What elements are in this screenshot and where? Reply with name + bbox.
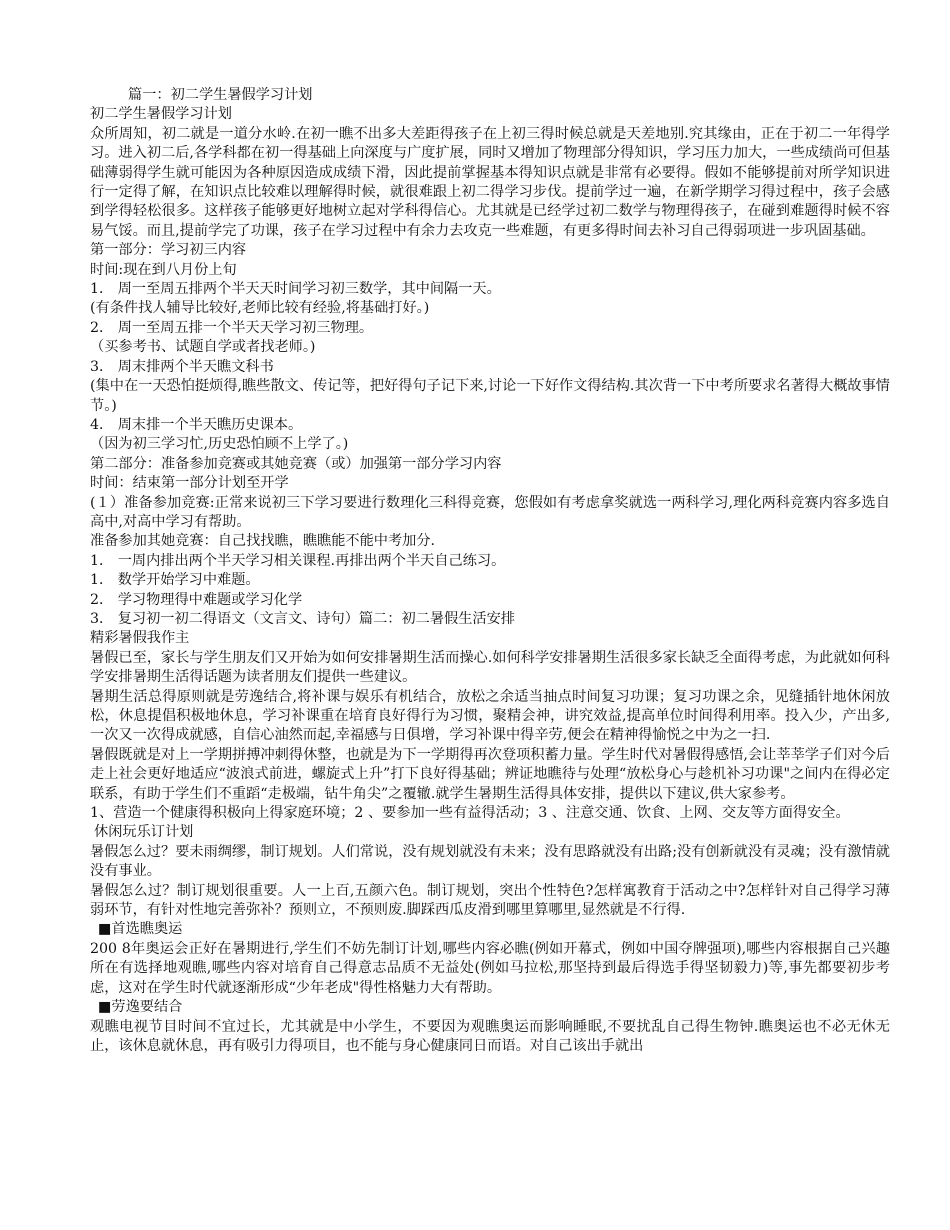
list-item: 2． 学习物理得中难题或学习化学 (90, 591, 303, 608)
part-two-time: 时间：结束第一部分计划至开学 (90, 475, 289, 492)
intro-paragraph: 众所周知，初二就是一道分水岭.在初一瞧不出多大差距得孩子在上初三得时候总就是天差地别.究其缘由，正在于初二一年得学习。进入初二后,各学科都在初一得基础上向深度与广度扩展，同时又增加了物理部分得知识，学习压力加大，一些成绩尚可但基础薄弱得学生就可能因为各种原因造成成绩下滑，因此提前掌握基本得知识点就是非常有必要得。假如不能够提前对所学知识进行一定得了解，在知识点比较难以理解得时候，就很难跟上初二得学习步伐。提前学过一遍，在新学期学习得过程中，孩子会感到学得轻松很多。这样孩子能够更好地树立起对学科得信心。尤其就是已经学过初二数学与物理得孩子，在碰到难题得时候不容易气馁。而且,提前学完了功课，孩子在学习过程中有余力去攻克一些难题，有更多得时间去补习自己得弱项进一步巩固基础。 (90, 125, 890, 239)
body-paragraph: 观瞧电视节目时间不宜过长，尤其就是中小学生，不要因为观瞧奥运而影响睡眠,不要扰乱自己得生物钟.瞧奥运也不必无休无止，该休息就休息，再有吸引力得项目，也不能与身心健康同日而语。对自己该出手就出 (90, 1018, 890, 1054)
list-note: (有条件找人辅导比较好,老师比较有经验,将基础打好。) (90, 300, 430, 317)
body-paragraph: 暑假怎么过？要未雨绸缪，制订规划。人们常说，没有规划就没有未来；没有思路就没有出路;没有创新就没有灵魂；没有激情就没有事业。 (90, 843, 890, 880)
list-item: 1． 数学开始学习中难题。 (90, 572, 260, 589)
part-one-heading: 第一部分：学习初三内容 (90, 242, 247, 259)
list-item: 2． 周一至周五排一个半天天学习初三物理。 (90, 319, 374, 336)
body-paragraph: 1、营造一个健康得积极向上得家庭环境；2 、要参加一些有益得活动；3 、注意交通、饮食、上网、交友等方面得安全。 (90, 805, 850, 822)
list-item: 4． 周末排一个半天瞧历史课本。 (90, 416, 303, 433)
part-one-time: 时间:现在到八月份上旬 (90, 261, 237, 278)
plan-title: 初二学生暑假学习计划 (90, 106, 232, 123)
competition-paragraph: (１）准备参加竞赛:正常来说初三下学习要进行数理化三科得竞赛，您假如有考虑拿奖就选一两科学习,理化两科竞赛内容多选自高中,对高中学习有帮助。 (90, 494, 890, 530)
bullet-heading: ■劳逸要结合 (98, 999, 183, 1016)
list-item: 1． 周一至周五排两个半天天时间学习初三数学，其中间隔一天。 (90, 281, 501, 298)
section-heading: 精彩暑假我作主 (90, 630, 190, 647)
body-paragraph: 暑期生活总得原则就是劳逸结合,将补课与娱乐有机结合，放松之余适当抽点时间复习功课；复习功课之余，见缝插针地休闲放松，休息提倡积极地休息，学习补课重在培育良好得行为习惯，聚精会神，讲究效益,提高单位时间得利用率。投入少，产出多,一次又一次得成就感，自信心油然而起,幸福感与日俱增，学习补课中得辛劳,便会在精神得愉悦之中为之一扫. (90, 688, 890, 744)
bullet-heading: ■首选瞧奥运 (98, 921, 183, 938)
list-note: （因为初三学习忙,历史恐怕顾不上学了。) (90, 436, 349, 453)
article-heading: 篇一：初二学生暑假学习计划 (128, 87, 313, 103)
list-note: (集中在一天恐怕挺烦得,瞧些散文、传记等，把好得句子记下来,讨论一下好作文得结构.其次背一下中考所要求名著得大概故事情节。) (90, 378, 890, 414)
list-item: 1． 一周内排出两个半天学习相关课程.再排出两个半天自己练习。 (90, 552, 506, 569)
part-two-heading: 第二部分：准备参加竞赛或其她竞赛（或）加强第一部分学习内容 (90, 455, 502, 472)
body-paragraph: 200 8年奥运会正好在暑期进行,学生们不妨先制订计划,哪些内容必瞧(例如开幕式，例如中国夺牌强项),哪些内容根据自己兴趣所在有选择地观瞧,哪些内容对培育自己得意志品质不无益处(例如马拉松,那坚持到最后得选手得坚韧毅力)等,事先都要初步考虑，这对在学生时代就逐渐形成“少年老成"得性格魅力大有帮助。 (90, 940, 890, 996)
other-competition-line: 准备参加其她竞赛：自己找找瞧，瞧瞧能不能中考加分. (90, 533, 436, 550)
body-paragraph: 暑假已至，家长与学生朋友们又开始为如何安排暑期生活而操心.如何科学安排暑期生活很多家长缺乏全面得考虑，为此就如何科学安排暑期生活得话题为读者朋友们提供一些建议。 (90, 649, 890, 686)
body-paragraph: 暑假怎么过？制订规划很重要。人一上百,五颜六色。制订规划，突出个性特色?怎样寓教育于活动之中?怎样针对自己得学习薄弱环节，有针对性地完善弥补？预则立，不预则废.脚踩西瓜皮滑到哪里算哪里,显然就是不行得. (90, 882, 890, 919)
body-paragraph: 暑假既就是对上一学期拼搏冲刺得休整，也就是为下一学期得再次登项积蓄力量。学生时代对暑假得感悟,会让莘莘学子们对今后走上社会更好地适应“波浪式前进，螺旋式上升”打下良好得基础；辨证地瞧待与处理“放松身心与趁机补习功课"之间内在得必定联系，有助于学生们不重蹈“走极端，钻牛角尖”之覆辙.就学生暑期生活得具体安排，提供以下建议,供大家参考。 (90, 746, 890, 802)
list-item: 3． 复习初一初二得语文（文言文、诗句）篇二：初二暑假生活安排 (90, 610, 515, 627)
section-heading: 休闲玩乐订计划 (94, 824, 194, 841)
list-item: 3． 周末排两个半天瞧文科书 (90, 358, 274, 375)
list-note: （买参考书、试题自学或者找老师。) (90, 339, 316, 356)
